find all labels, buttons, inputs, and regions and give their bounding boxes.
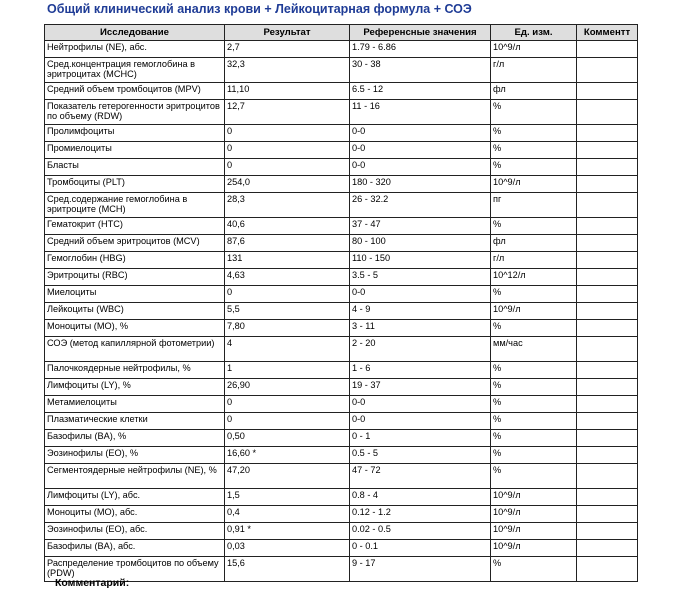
cell-comment — [577, 83, 638, 100]
cell-unit: 10^9/л — [491, 41, 577, 58]
cell-result: 32,3 — [225, 58, 350, 83]
cell-unit: % — [491, 464, 577, 489]
cell-comment — [577, 303, 638, 320]
cell-unit: г/л — [491, 58, 577, 83]
cell-reference: 0-0 — [350, 286, 491, 303]
cell-test: Эозинофилы (EO), % — [45, 447, 225, 464]
cell-comment — [577, 269, 638, 286]
cell-test: Лимфоциты (LY), % — [45, 379, 225, 396]
cell-result: 4 — [225, 337, 350, 362]
cell-reference: 2 - 20 — [350, 337, 491, 362]
table-row — [45, 286, 638, 303]
table-row — [45, 523, 638, 540]
cell-result: 0,03 — [225, 540, 350, 557]
cell-reference: 0-0 — [350, 396, 491, 413]
cell-test: Метамиелоциты — [45, 396, 225, 413]
cell-test: Гематокрит (HTC) — [45, 218, 225, 235]
cell-test: СОЭ (метод капиллярной фотометрии) — [45, 337, 225, 362]
cell-test: Пролимфоциты — [45, 125, 225, 142]
cell-result: 1 — [225, 362, 350, 379]
cell-reference: 11 - 16 — [350, 100, 491, 125]
cell-unit: г/л — [491, 252, 577, 269]
results-table-container — [44, 24, 637, 582]
cell-reference: 0.12 - 1.2 — [350, 506, 491, 523]
cell-reference: 0.8 - 4 — [350, 489, 491, 506]
table-row — [45, 447, 638, 464]
table-row — [45, 100, 638, 125]
table-row — [45, 193, 638, 218]
cell-result: 40,6 — [225, 218, 350, 235]
cell-test: Бласты — [45, 159, 225, 176]
cell-comment — [577, 235, 638, 252]
cell-unit: 10^9/л — [491, 523, 577, 540]
cell-reference: 0-0 — [350, 125, 491, 142]
table-row — [45, 337, 638, 362]
cell-comment — [577, 413, 638, 430]
cell-test: Распределение тромбоцитов по объему (PDW) — [45, 557, 225, 582]
cell-unit: 10^9/л — [491, 506, 577, 523]
header-reference: Референсные значения — [350, 25, 491, 41]
cell-test: Средний объем тромбоцитов (MPV) — [45, 83, 225, 100]
cell-reference: 0-0 — [350, 142, 491, 159]
cell-reference: 1 - 6 — [350, 362, 491, 379]
cell-test: Плазматические клетки — [45, 413, 225, 430]
cell-reference: 3 - 11 — [350, 320, 491, 337]
cell-test: Лимфоциты (LY), абс. — [45, 489, 225, 506]
cell-comment — [577, 100, 638, 125]
cell-unit: % — [491, 159, 577, 176]
table-row — [45, 83, 638, 100]
comment-label: Комментарий: — [55, 577, 130, 589]
cell-result: 11,10 — [225, 83, 350, 100]
cell-reference: 30 - 38 — [350, 58, 491, 83]
cell-reference: 4 - 9 — [350, 303, 491, 320]
cell-comment — [577, 286, 638, 303]
table-row — [45, 41, 638, 58]
cell-reference: 0.02 - 0.5 — [350, 523, 491, 540]
cell-result: 26,90 — [225, 379, 350, 396]
table-row — [45, 235, 638, 252]
cell-result: 0,91 * — [225, 523, 350, 540]
table-row — [45, 303, 638, 320]
cell-test: Показатель гетерогенности эритроцитов по объему (RDW) — [45, 100, 225, 125]
cell-result: 0,50 — [225, 430, 350, 447]
cell-comment — [577, 176, 638, 193]
table-row — [45, 362, 638, 379]
cell-unit: 10^9/л — [491, 540, 577, 557]
cell-comment — [577, 159, 638, 176]
cell-unit: 10^9/л — [491, 303, 577, 320]
table-row — [45, 430, 638, 447]
table-row — [45, 489, 638, 506]
table-row — [45, 176, 638, 193]
cell-test: Моноциты (MO), % — [45, 320, 225, 337]
cell-comment — [577, 218, 638, 235]
cell-result: 131 — [225, 252, 350, 269]
cell-comment — [577, 430, 638, 447]
cell-comment — [577, 337, 638, 362]
cell-reference: 0-0 — [350, 159, 491, 176]
cell-result: 12,7 — [225, 100, 350, 125]
cell-test: Базофилы (BA), % — [45, 430, 225, 447]
cell-reference: 110 - 150 — [350, 252, 491, 269]
cell-test: Нейтрофилы (NE), абс. — [45, 41, 225, 58]
table-row — [45, 218, 638, 235]
table-row — [45, 125, 638, 142]
table-row — [45, 396, 638, 413]
cell-result: 1,5 — [225, 489, 350, 506]
report-title: Общий клинический анализ крови + Лейкоцитарная формула + СОЭ — [47, 2, 472, 16]
cell-result: 15,6 — [225, 557, 350, 582]
cell-result: 16,60 * — [225, 447, 350, 464]
cell-result: 0 — [225, 159, 350, 176]
cell-comment — [577, 362, 638, 379]
header-test: Исследование — [45, 25, 225, 41]
table-row — [45, 269, 638, 286]
cell-test: Сред.содержание гемоглобина в эритроците (MCH) — [45, 193, 225, 218]
cell-comment — [577, 506, 638, 523]
cell-result: 0 — [225, 396, 350, 413]
cell-test: Миелоциты — [45, 286, 225, 303]
cell-result: 0,4 — [225, 506, 350, 523]
cell-reference: 3.5 - 5 — [350, 269, 491, 286]
cell-result: 0 — [225, 125, 350, 142]
cell-test: Средний объем эритроцитов (MCV) — [45, 235, 225, 252]
cell-result: 0 — [225, 286, 350, 303]
cell-comment — [577, 193, 638, 218]
cell-result: 28,3 — [225, 193, 350, 218]
header-result: Результат — [225, 25, 350, 41]
cell-comment — [577, 447, 638, 464]
cell-unit: фл — [491, 83, 577, 100]
table-row — [45, 557, 638, 582]
cell-comment — [577, 252, 638, 269]
cell-reference: 0 - 1 — [350, 430, 491, 447]
cell-comment — [577, 125, 638, 142]
cell-test: Базофилы (BA), абс. — [45, 540, 225, 557]
cell-reference: 47 - 72 — [350, 464, 491, 489]
table-row — [45, 320, 638, 337]
cell-test: Сред.концентрация гемоглобина в эритроцитах (MCHC) — [45, 58, 225, 83]
cell-result: 5,5 — [225, 303, 350, 320]
cell-result: 2,7 — [225, 41, 350, 58]
cell-comment — [577, 396, 638, 413]
header-comment: Комментт — [577, 25, 638, 41]
cell-result: 0 — [225, 413, 350, 430]
cell-result: 0 — [225, 142, 350, 159]
cell-comment — [577, 464, 638, 489]
cell-unit: % — [491, 362, 577, 379]
table-header-row — [45, 25, 638, 41]
cell-unit: % — [491, 379, 577, 396]
cell-unit: % — [491, 142, 577, 159]
table-row — [45, 540, 638, 557]
cell-unit: % — [491, 218, 577, 235]
table-row — [45, 506, 638, 523]
results-table — [44, 24, 638, 582]
cell-unit: % — [491, 125, 577, 142]
cell-result: 47,20 — [225, 464, 350, 489]
table-row — [45, 252, 638, 269]
cell-comment — [577, 540, 638, 557]
cell-test: Палочкоядерные нейтрофилы, % — [45, 362, 225, 379]
cell-test: Сегментоядерные нейтрофилы (NE), % — [45, 464, 225, 489]
cell-unit: % — [491, 396, 577, 413]
cell-reference: 0.5 - 5 — [350, 447, 491, 464]
table-row — [45, 413, 638, 430]
cell-reference: 0 - 0.1 — [350, 540, 491, 557]
cell-reference: 1.79 - 6.86 — [350, 41, 491, 58]
header-unit: Ед. изм. — [491, 25, 577, 41]
cell-test: Гемоглобин (HBG) — [45, 252, 225, 269]
cell-reference: 0-0 — [350, 413, 491, 430]
cell-unit: % — [491, 557, 577, 582]
table-row — [45, 379, 638, 396]
table-row — [45, 464, 638, 489]
cell-result: 7,80 — [225, 320, 350, 337]
cell-result: 87,6 — [225, 235, 350, 252]
cell-unit: фл — [491, 235, 577, 252]
table-row — [45, 142, 638, 159]
cell-comment — [577, 41, 638, 58]
cell-result: 4,63 — [225, 269, 350, 286]
cell-test: Моноциты (MO), абс. — [45, 506, 225, 523]
cell-comment — [577, 489, 638, 506]
cell-reference: 26 - 32.2 — [350, 193, 491, 218]
cell-comment — [577, 523, 638, 540]
cell-reference: 37 - 47 — [350, 218, 491, 235]
cell-reference: 180 - 320 — [350, 176, 491, 193]
cell-unit: 10^12/л — [491, 269, 577, 286]
cell-unit: % — [491, 100, 577, 125]
cell-unit: % — [491, 413, 577, 430]
cell-comment — [577, 58, 638, 83]
cell-test: Эритроциты (RBC) — [45, 269, 225, 286]
cell-reference: 9 - 17 — [350, 557, 491, 582]
cell-result: 254,0 — [225, 176, 350, 193]
cell-reference: 19 - 37 — [350, 379, 491, 396]
cell-comment — [577, 320, 638, 337]
cell-comment — [577, 379, 638, 396]
cell-unit: мм/час — [491, 337, 577, 362]
cell-comment — [577, 557, 638, 582]
cell-test: Лейкоциты (WBC) — [45, 303, 225, 320]
cell-unit: пг — [491, 193, 577, 218]
cell-unit: % — [491, 286, 577, 303]
cell-unit: % — [491, 430, 577, 447]
cell-unit: % — [491, 320, 577, 337]
cell-test: Промиелоциты — [45, 142, 225, 159]
cell-reference: 80 - 100 — [350, 235, 491, 252]
table-row — [45, 58, 638, 83]
cell-test: Тромбоциты (PLT) — [45, 176, 225, 193]
cell-comment — [577, 142, 638, 159]
cell-unit: 10^9/л — [491, 489, 577, 506]
table-row — [45, 159, 638, 176]
cell-unit: 10^9/л — [491, 176, 577, 193]
cell-test: Эозинофилы (EO), абс. — [45, 523, 225, 540]
cell-reference: 6.5 - 12 — [350, 83, 491, 100]
cell-unit: % — [491, 447, 577, 464]
